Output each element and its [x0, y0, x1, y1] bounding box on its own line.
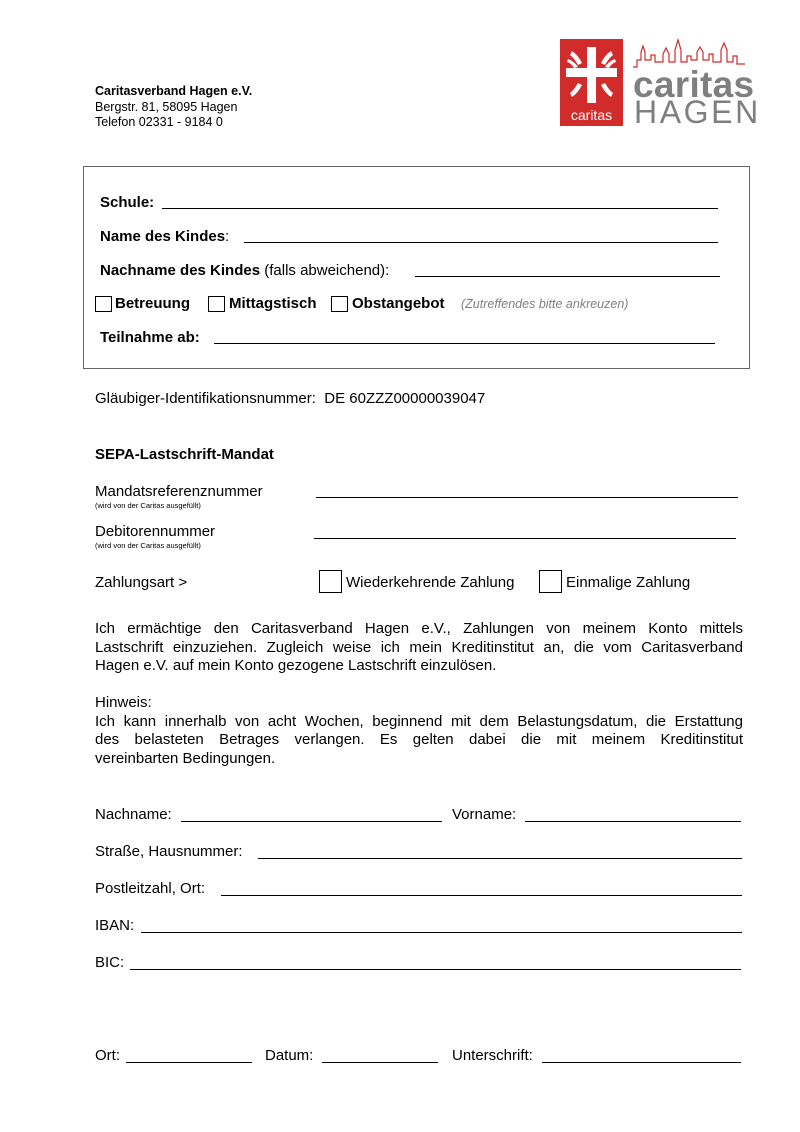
authorization-line: Hagen e.V. auf mein Konto gezogene Lastschrift einzulösen. — [95, 657, 497, 674]
options-hint: (Zutreffendes bitte ankreuzen) — [461, 297, 629, 311]
notice-text — [95, 694, 743, 768]
logo-word-caritas: caritas — [633, 64, 755, 105]
debtor-label: Debitorennummer — [95, 523, 216, 540]
logo-word-hagen: HAGEN — [634, 94, 761, 130]
creditor-id-row — [95, 390, 485, 407]
org-phone: Telefon 02331 - 9184 0 — [95, 115, 223, 129]
caritas-flame-cross-icon — [560, 41, 623, 109]
zip-city-label: Postleitzahl, Ort: — [95, 880, 206, 897]
child-lastname-note: (falls abweichend): — [260, 262, 390, 279]
child-name-field[interactable] — [244, 242, 718, 243]
school-field[interactable] — [162, 208, 718, 209]
street-label: Straße, Hausnummer: — [95, 843, 243, 860]
child-lastname-label-wrap — [100, 262, 389, 279]
organization-address — [95, 84, 252, 131]
date-label: Datum: — [265, 1047, 314, 1064]
creditor-id-label: Gläubiger-Identifikationsnummer: — [95, 390, 316, 407]
single-payment-checkbox[interactable] — [539, 570, 562, 593]
org-name: Caritasverband Hagen e.V. — [95, 84, 253, 98]
signature-field[interactable] — [542, 1062, 741, 1063]
mandate-ref-label: Mandatsreferenznummer — [95, 483, 263, 500]
start-date-label: Teilnahme ab: — [100, 329, 200, 346]
recurring-payment-checkbox[interactable] — [319, 570, 342, 593]
sepa-title: SEPA-Lastschrift-Mandat — [95, 446, 274, 463]
start-date-field[interactable] — [214, 343, 715, 344]
place-label: Ort: — [95, 1047, 120, 1064]
place-field[interactable] — [126, 1062, 252, 1063]
notice-line: vereinbarten Bedingungen. — [95, 749, 276, 767]
caritas-logo-box — [560, 39, 623, 126]
creditor-id-value: DE 60ZZZ00000039047 — [324, 390, 486, 407]
org-street: Bergstr. 81, 58095 Hagen — [95, 99, 238, 114]
school-label: Schule: — [100, 194, 155, 211]
authorization-line: Ich ermächtige den Caritasverband Hagen e.V., Zahlungen von meinem Konto mittels — [95, 620, 743, 637]
iban-field[interactable] — [141, 932, 742, 933]
notice-line: des belasteten Betrages verlangen. Es gelten dabei die mit meinem Kreditinstitut — [95, 731, 743, 748]
firstname-label: Vorname: — [452, 806, 517, 823]
single-payment-label: Einmalige Zahlung — [566, 574, 691, 591]
mandate-ref-field — [316, 497, 738, 498]
street-field[interactable] — [258, 858, 742, 859]
lastname-label: Nachname: — [95, 806, 172, 823]
lastname-field[interactable] — [181, 821, 442, 822]
zip-city-field[interactable] — [221, 895, 742, 896]
bic-field[interactable] — [130, 969, 741, 970]
authorization-text — [95, 620, 743, 676]
mittagstisch-checkbox[interactable] — [208, 296, 225, 312]
iban-label: IBAN: — [95, 917, 135, 934]
option-obstangebot: Obstangebot — [352, 295, 445, 312]
option-betreuung: Betreuung — [115, 295, 190, 312]
obstangebot-checkbox[interactable] — [331, 296, 348, 312]
firstname-field[interactable] — [525, 821, 741, 822]
debtor-field — [314, 538, 736, 539]
recurring-payment-label: Wiederkehrende Zahlung — [346, 574, 515, 591]
betreuung-checkbox[interactable] — [95, 296, 112, 312]
authorization-line: Lastschrift einzuziehen. Zugleich weise ich mein Kreditinstitut an, die vom Caritasverband — [95, 638, 743, 656]
signature-label: Unterschrift: — [452, 1047, 533, 1064]
notice-line: Ich kann innerhalb von acht Wochen, beginnend mit dem Belastungsdatum, die Erstattung — [95, 712, 743, 730]
child-name-colon: : — [225, 228, 230, 245]
notice-title: Hinweis: — [95, 694, 152, 711]
logo-box-word: caritas — [570, 107, 613, 123]
child-lastname-label: Nachname des Kindes — [100, 262, 261, 279]
date-field[interactable] — [322, 1062, 438, 1063]
payment-type-label: Zahlungsart > — [95, 574, 188, 591]
debtor-note: (wird von der Caritas ausgefüllt) — [95, 541, 201, 550]
child-lastname-field[interactable] — [415, 276, 720, 277]
mandate-ref-note: (wird von der Caritas ausgefüllt) — [95, 501, 201, 510]
child-name-label-wrap — [100, 228, 229, 245]
bic-label: BIC: — [95, 954, 125, 971]
child-name-label: Name des Kindes — [100, 228, 226, 245]
option-mittagstisch: Mittagstisch — [229, 295, 317, 312]
